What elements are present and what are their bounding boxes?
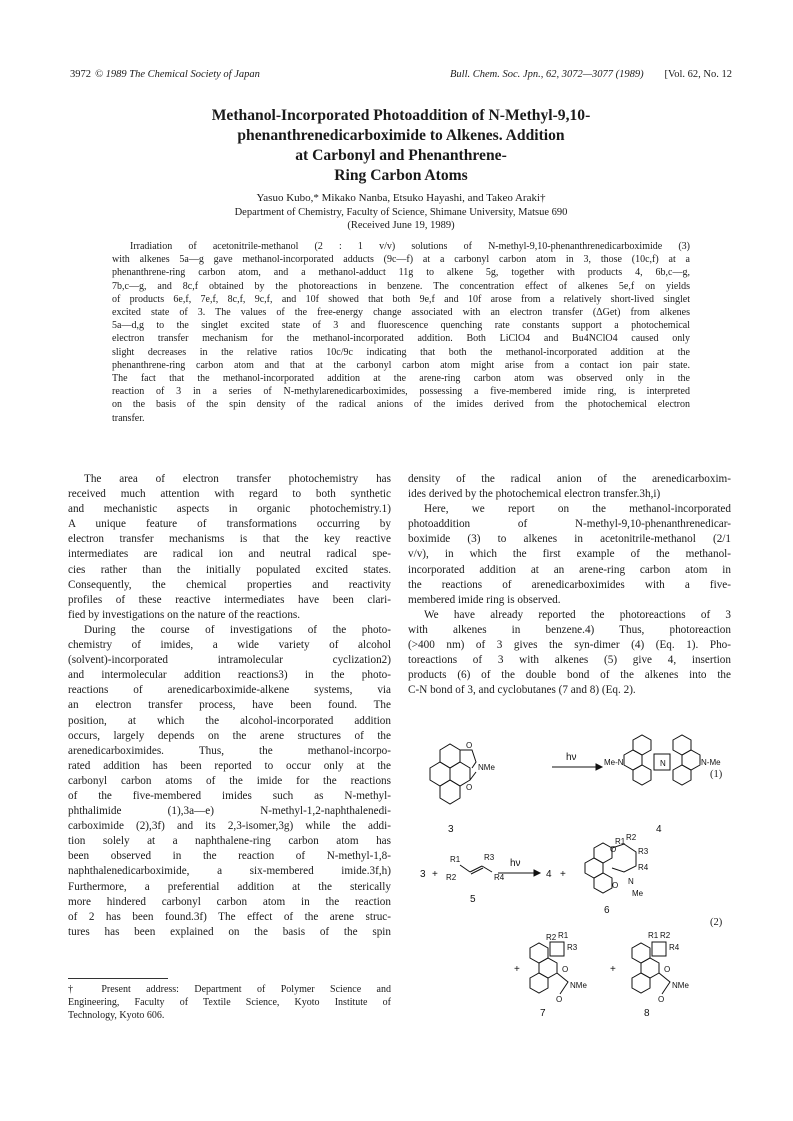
reaction-scheme <box>410 720 740 1020</box>
body-line: position, at which the alcohol-incorporated addition <box>68 714 391 727</box>
body-line: of the five-membered imides such as N-methyl- <box>68 789 391 802</box>
substituent-r2: R2 <box>446 873 457 882</box>
received-date: (Received June 19, 1989) <box>347 220 455 231</box>
compound-3-structure <box>430 744 476 804</box>
atom-label-oxygen: O <box>466 783 473 792</box>
footnote <box>68 983 391 1023</box>
atom-label-n: N <box>628 877 634 886</box>
atom-label-oxygen: O <box>610 845 617 854</box>
body-line: been observed in the reaction of N-methyl-1,8- <box>68 850 391 863</box>
abstract-line: reaction of 3 in a series of N-methylarenedicarboximides, possessing a five-membered imide ring, is interpreted <box>112 386 690 398</box>
substituent-r2: R2 <box>546 933 557 942</box>
atom-label-oxygen: O <box>664 965 671 974</box>
running-head <box>70 69 732 85</box>
body-line: (>400 nm) of 3 gives the syn-dimer (4) (Eq. 1). Pho- <box>408 639 731 652</box>
body-line: toreactions of 3 with alkenes (5) give 4, insertion <box>408 654 731 667</box>
body-line: products (6) of the double bond of the alkenes into the <box>408 669 731 682</box>
title-line: Ring Carbon Atoms <box>334 167 468 184</box>
body-line: cies rather than the initially populated excited states. <box>68 563 391 576</box>
body-line: Here, we report on the methanol-incorporated <box>424 503 731 516</box>
compound-5-structure <box>460 865 492 874</box>
abstract-line: Irradiation of acetonitrile-methanol (2 : 1 v/v) solutions of N-methyl-9,10-phenanthrenedicarboximide (3) <box>130 241 690 252</box>
compound-label-8: 8 <box>644 1008 650 1019</box>
body-column-right <box>408 472 731 698</box>
abstract-line: excited state of 3. The values of the free-energy change associated with an electron transfer (ΔGet) from alkenes <box>112 307 690 319</box>
substituent-r2: R2 <box>660 931 671 940</box>
arrowhead <box>596 764 602 770</box>
arrowhead <box>534 870 540 876</box>
body-line: chemistry of imides, a wide variety of alcohol <box>68 639 391 652</box>
body-line: tures has been explained on the basis of the spin <box>68 925 391 938</box>
body-line: carboximide (2),3f) and its 2,3-isomer,3g) while the addi- <box>68 820 391 833</box>
atom-label-me-n: Me-N <box>604 758 624 767</box>
footnote-line: Technology, Kyoto 606. <box>68 1010 165 1022</box>
substituent-r2: R2 <box>626 833 637 842</box>
abstract-line: electron transfer mechanism for the methanol-incorporated addition. Both LiClO4 and Bu4NClO4 caused only <box>112 333 690 345</box>
volume-label: [Vol. 62, No. 12 <box>664 69 732 80</box>
atom-label-oxygen: O <box>466 741 473 750</box>
atom-label-nme: NMe <box>570 981 587 990</box>
footnote-line: Engineering, Faculty of Textile Science, Kyoto Institute of <box>68 997 391 1009</box>
body-line: occurs, largely depends on the arene structures of the <box>68 729 391 742</box>
substituent-r3: R3 <box>484 853 495 862</box>
body-line: rated addition has been reported to occur only at the <box>68 759 391 772</box>
atom-label-n: N <box>660 759 666 768</box>
abstract-line: of products 6e,f, 7e,f, 8c,f, 9c,f, and 10f showed that both 9e,f and 10f arose from a relatively short-lived singlet <box>112 293 690 305</box>
abstract-line: phenanthrene-ring carbon atom, and a methanol-adduct 11g to alkene 5g, together with products 4, 6b,c—g, <box>112 267 690 279</box>
body-line: arenedicarboximides. Thus, the methanol-incorpo- <box>68 744 391 757</box>
body-line: density of the radical anion of the arenedicarboxim- <box>408 473 731 485</box>
body-line: fied by investigations on the nature of the reactions. <box>68 608 301 621</box>
body-line: phthalimide (1),3a—e) N-methyl-1,2-naphthalenedi- <box>68 805 391 818</box>
body-line: Furthermore, a preferential addition at the sterically <box>68 880 391 893</box>
atom-label-oxygen: O <box>658 995 665 1004</box>
body-line: C-N bond of 3, and cyclobutanes (7 and 8) (Eq. 2). <box>408 684 636 697</box>
substituent-r1: R1 <box>558 931 569 940</box>
body-column-left <box>68 472 391 940</box>
body-line: A unique feature of transformations occurring by <box>68 518 391 531</box>
plus-sign: + <box>432 869 438 880</box>
body-line: electron transfer mechanisms is that the key reactive <box>68 533 391 546</box>
atom-label-nme: NMe <box>478 763 495 772</box>
body-line: incorporated addition at an arene-ring carbon atom in <box>408 563 731 576</box>
body-line: v/v), in which the first example of the methanol- <box>408 548 731 561</box>
hv-label: hν <box>566 752 577 763</box>
compound-label-5: 5 <box>470 894 476 905</box>
plus-sign: + <box>514 964 520 975</box>
title-line: phenanthrenedicarboximide to Alkenes. Addition <box>237 127 565 144</box>
atom-label-oxygen: O <box>556 995 563 1004</box>
compound-label-3: 3 <box>448 824 454 835</box>
plus-sign: + <box>610 964 616 975</box>
body-line: ides derived by the photochemical electron transfer.3h,i) <box>408 488 661 501</box>
abstract-line: phenanthrene-ring carbon atom and that at the carbonyl carbon atom might arise from a contact ion pair state. <box>112 359 690 371</box>
body-line: membered imide ring is observed. <box>408 593 561 606</box>
body-line: intermediates are radical ion and neutral radical spe- <box>68 548 391 561</box>
footnote-divider <box>68 978 168 979</box>
body-line: profiles of these reactive intermediates have been clari- <box>68 593 391 606</box>
hv-label: hν <box>510 858 521 869</box>
body-line: an electron transfer process, have been found. The <box>68 699 391 712</box>
title-line: Methanol-Incorporated Photoaddition of N-Methyl-9,10- <box>211 107 591 124</box>
body-line: and intermolecular addition reactions3) in the photo- <box>68 669 391 682</box>
abstract-line: 7b,c—g, and 8c,f obtained by the photoreactions in benzene. The concentration effect of alkenes 5e,f on yields <box>112 280 690 292</box>
atom-label-oxygen: O <box>612 881 619 890</box>
substituent-r1: R1 <box>648 931 659 940</box>
author-list: Yasuo Kubo,* Mikako Nanba, Etsuko Hayashi, and Takeo Araki† <box>256 192 546 204</box>
body-line: reactions of arenedicarboximide-alkene systems, via <box>68 684 391 697</box>
reaction-scheme-drawing <box>410 720 740 1020</box>
atom-label-nme: NMe <box>672 981 689 990</box>
compound-label-4: 4 <box>546 869 552 880</box>
abstract-line: The fact that the methanol-incorporated addition at the arene-ring carbon atom was observed only in the <box>112 373 690 385</box>
compound-label-6: 6 <box>604 905 610 916</box>
footnote-line: † Present address: Department of Polymer Science and <box>68 984 391 995</box>
substituent-r4: R4 <box>669 943 680 952</box>
compound-label-4: 4 <box>656 824 662 835</box>
body-line: and mechanistic aspects in organic photochemistry.1) <box>68 503 391 516</box>
affiliation: Department of Chemistry, Faculty of Science, Shimane University, Matsue 690 <box>234 207 568 218</box>
body-line: more hindered carbonyl carbon atom in the reaction <box>68 895 391 908</box>
body-line: (solvent)-incorporated intramolecular cyclization2) <box>68 654 391 667</box>
substituent-r3: R3 <box>567 943 578 952</box>
body-line: with alkenes in benzene.4) Thus, photoreaction <box>408 623 731 636</box>
abstract-line: transfer. <box>112 412 145 424</box>
atom-label-n-me: N-Me <box>701 758 721 767</box>
body-line: naphthalenedicarboximide, a six-membered imide.3f,h) <box>68 865 391 878</box>
body-line: During the course of investigations of the photo- <box>84 623 391 636</box>
abstract-line: with alkenes 5a—g gave methanol-incorporated adducts (9c—f) at a carbonyl carbon atom in 3, those (10c,f) at a <box>112 254 690 266</box>
atom-label-oxygen: O <box>562 965 569 974</box>
copyright-notice: © 1989 The Chemical Society of Japan <box>95 69 260 80</box>
atom-label-me: Me <box>632 889 644 898</box>
body-line: carbonyl carbon atoms of the imide for the reactions <box>68 774 391 787</box>
body-line: of 2 has been found.3f) The effect of the arene struc- <box>68 910 391 923</box>
title-line: at Carbonyl and Phenanthrene- <box>295 147 507 164</box>
body-line: received much attention with regard to both synthetic <box>68 488 391 501</box>
substituent-r1: R1 <box>615 837 626 846</box>
substituent-r3: R3 <box>638 847 649 856</box>
plus-sign: + <box>560 869 566 880</box>
substituent-r1: R1 <box>450 855 461 864</box>
body-line: We have already reported the photoreactions of 3 <box>424 608 731 621</box>
paper-title <box>70 106 732 186</box>
abstract <box>112 240 690 425</box>
compound-label-3: 3 <box>420 869 426 880</box>
equation-number-2: (2) <box>710 917 723 928</box>
page-number: 3972 <box>70 69 91 80</box>
compound-label-7: 7 <box>540 1008 546 1019</box>
body-line: boximide (3) to alkenes in acetonitrile-methanol (2/1 <box>408 533 731 546</box>
body-line: tion solely at a naphthalene-ring carbon atom has <box>68 835 391 848</box>
substituent-r4: R4 <box>494 873 505 882</box>
abstract-line: 5a—d,g to the singlet excited state of 3 and fluorescence quenching rate constants support a photochemical <box>112 320 690 332</box>
abstract-line: on the basis of the spin density of the radical anions of the imides derived from the photochemical electron <box>112 399 690 411</box>
substituent-r4: R4 <box>638 863 649 872</box>
body-line: photoaddition of N-methyl-9,10-phenanthrenedicar- <box>408 518 731 531</box>
body-line: the reactions of arenedicarboximides with a five- <box>408 578 731 591</box>
journal-citation: Bull. Chem. Soc. Jpn., 62, 3072—3077 (1989) <box>450 69 644 80</box>
body-line: The area of electron transfer photochemistry has <box>84 473 391 485</box>
abstract-line: slight decreases in the relative ratios 10c/9c indicating that both the methanol-incorporated addition at the <box>112 346 690 358</box>
body-line: Consequently, the chemical properties and reactivity <box>68 578 391 591</box>
equation-number-1: (1) <box>710 769 723 780</box>
